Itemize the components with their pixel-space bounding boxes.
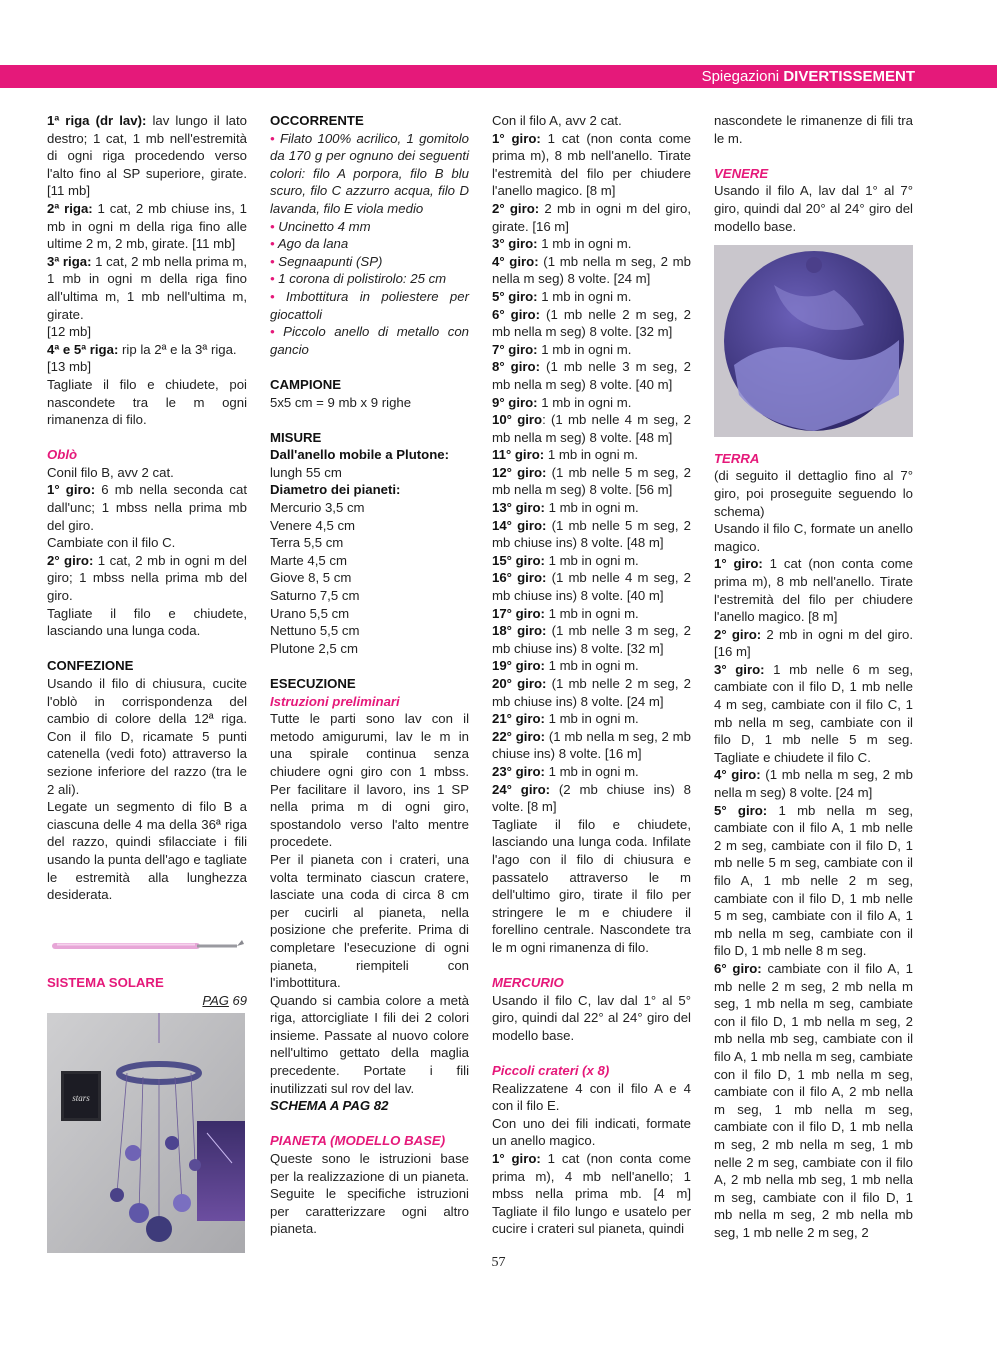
column-1: 1ª riga (dr lav): lav lungo il lato destro; 1 cat, 1 mb nell'estremità di ogni riga procedendo verso l'alto fino al SP superiore, girate. [11 mb] 2ª riga: 1 cat, 2 mb chiuse ins, 1 mb in ogni m della riga fino alle ultime 2 m, 2 mb, girate. [11 mb] 3ª riga: 1 cat, 2 mb nella prima m, 1 mb in ogni m della riga fino all'ultima m, 1 mb nell'ultima m, girate. [12 mb] 4ª e 5ª riga: rip la 2ª e la 3ª riga. [13 mb] Tagliate il filo e chiudete, poi nascondete tra le m ogni rimanenza di filo. Oblò Conil filo B, avv 2 cat. 1° giro: 6 mb nella seconda cat dall'unc; 1 mbss nella prima mb del giro. Cambiate con il filo C. 2° giro: 1 cat, 2 mb in ogni m del giro; 1 mbss nella prima mb del giro. Tagliate il filo e chiudete, lasciando una lunga coda. CONFEZIONE Usando il filo di chiusura, cucite l'oblò in corrispondenza del cambio di colore della 12ª riga. Con il filo D, ricamate 5 punti catenella (vedi foto) attraverso la sezione inferiore del razzo (tra le 2 ali). Legate un segmento di filo B a ciascuna delle 4 ma della 36ª riga del razzo, quindi sfilacciate i fili usando la punta dell'ago e tagliate le estremità alla lunghezza desiderata. SISTEMA SOLARE PAG 69 stars bbox=[47, 112, 247, 1257]
venere-title: VENERE bbox=[714, 165, 769, 181]
round-row: 22° giro: (1 mb nella m seg, 2 mb chiuse ins) 8 volte. [16 m] bbox=[492, 728, 691, 762]
round-row: 4° giro: (1 mb nella m seg, 2 mb nella m seg) 8 volte. [24 m] bbox=[492, 253, 691, 287]
round-row: 8° giro: (1 mb nelle 3 m seg, 2 mb nella m seg) 8 volte. [40 m] bbox=[492, 359, 691, 392]
occorrente-item: • Segnaapunti (SP) bbox=[270, 253, 383, 269]
round-row: 16° giro: (1 mb nelle 4 m seg, 2 mb chiuse ins) 8 volte. [40 m] bbox=[492, 570, 692, 604]
round-row: 15° giro: 1 mb in ogni m. bbox=[492, 552, 639, 568]
page-reference: PAG 69 bbox=[202, 992, 247, 1008]
round-row: 18° giro: (1 mb nelle 3 m seg, 2 mb chiuse ins) 8 volte. [32 m] bbox=[492, 623, 692, 656]
esecuzione-title: ESECUZIONE bbox=[270, 676, 356, 691]
round-row: 3° giro: 1 mb in ogni m. bbox=[492, 236, 632, 252]
planet-size: Terra 5,5 cm bbox=[270, 535, 344, 551]
crateri-title: Piccoli crateri (x 8) bbox=[492, 1063, 610, 1079]
pianeta-title: PIANETA (MODELLO BASE) bbox=[270, 1133, 446, 1149]
round-row: 3° giro: 1 mb nelle 6 m seg, cambiate con il filo D, 1 mb nelle 4 m seg, cambiate con il filo C, 1 mb nella m seg, cambiate con il filo D, 1 mb nelle 5 m seg. Tagliate e chiudete il filo C. bbox=[714, 661, 913, 765]
planet-size: Marte 4,5 cm bbox=[270, 552, 347, 568]
page-number: 57 bbox=[491, 1255, 506, 1270]
crochet-hook-image bbox=[47, 924, 247, 964]
planet-size: Urano 5,5 cm bbox=[270, 605, 350, 621]
round-row: 13° giro: 1 mb in ogni m. bbox=[492, 500, 639, 516]
section-header-title: Spiegazioni DIVERTISSEMENT bbox=[701, 68, 915, 85]
planet-size: Mercurio 3,5 cm bbox=[270, 500, 365, 516]
planet-size: Plutone 2,5 cm bbox=[270, 640, 358, 656]
terra-title: TERRA bbox=[714, 450, 760, 466]
round-row: 4° giro: (1 mb nella m seg, 2 mb nella m seg) 8 volte. [24 m] bbox=[714, 767, 913, 801]
round-row: 19° giro: 1 mb in ogni m. bbox=[492, 658, 639, 674]
occorrente-title: OCCORRENTE bbox=[270, 113, 364, 128]
crochet-planet-photo bbox=[714, 245, 913, 437]
column-2: OCCORRENTE • Filato 100% acrilico, 1 gomitolo da 170 g per ognuno dei seguenti colori: filo A porpora, filo B blu scuro, filo C azzurro acqua, filo D lavanda, filo E viola medio • Uncinetto 4 mm • Ago da lana • Segnaapunti (SP) • 1 corona di polistirolo: 25 cm • Imbottitura in poliestere per giocattoli • Piccolo anello di metallo con gancio CAMPIONE 5x5 cm = 9 mb x 9 righe MISURE Dall'anello mobile a Plutone: lungh 55 cm Diametro dei pianeti: Mercurio 3,5 cm Venere 4,5 cm Terra 5,5 cm Marte 4,5 cm Giove 8, 5 cm Saturno 7,5 cm Urano 5,5 cm Nettuno 5,5 cm Plutone 2,5 cm ESECUZIONE Istruzioni preliminari Tutte le parti sono lav con il metodo amigurumi, lav le m in una spirale continua senza chiudere ogni giro con 1 mbss. Per facilitare il lavoro, ins 1 SP nella prima m di ogni giro, spostandolo verso l'alto mentre procedete. Per il pianeta con i crateri, una volta terminato ciascun cratere, lasciate una coda di circa 8 cm per cucirli al pianeta, nella posizione che preferite. Prima di completare l'esecuzione di ogni pianeta, riempiteli con l'imbottitura. Quando si cambia colore a metà riga, attorcigliate I fili dei 2 colori insieme. Passate al nuovo colore nell'ultimo gettato della maglia precedente. Portate i fili inutilizzati sul rov del lav. SCHEMA A PAG 82 PIANETA (MODELLO BASE) Queste sono le istruzioni base per la realizzazione di un pianeta. Seguite le specifiche istruzioni per caratterizzare ogni altro pianeta. bbox=[270, 113, 470, 1237]
round-row: 5° giro: 1 mb in ogni m. bbox=[492, 288, 632, 304]
campione-title: CAMPIONE bbox=[270, 376, 342, 392]
round-row: 1° giro: 1 cat (non conta come prima m), 8 mb nell'anello. Tirate l'estremità del filo per chiudere l'anello magico. [8 m] bbox=[492, 130, 691, 199]
round-row: 2° giro: 2 mb in ogni m del giro, girate. [16 m] bbox=[492, 200, 691, 234]
sistema-solare-title: SISTEMA SOLARE bbox=[47, 975, 164, 991]
round-row: 21° giro: 1 mb in ogni m. bbox=[492, 711, 639, 727]
section-header-band bbox=[0, 65, 997, 88]
round-row: 14° giro: (1 mb nelle 5 m seg, 2 mb chiuse ins) 8 volte. [48 m] bbox=[492, 517, 692, 551]
round-row: 1° giro: 1 cat (non conta come prima m), 8 mb nell'anello. Tirate l'estremità del filo per chiudere l'anello magico. [8 m] bbox=[714, 556, 913, 625]
round-row: 24° giro: (2 mb chiuse ins) 8 volte. [8 m] bbox=[492, 781, 691, 815]
round-row: 9° giro: 1 mb in ogni m. bbox=[492, 394, 632, 410]
confezione-title: CONFEZIONE bbox=[47, 658, 134, 674]
round-row: 12° giro: (1 mb nelle 5 m seg, 2 mb nella m seg) 8 volte. [56 m] bbox=[492, 464, 692, 498]
round-row: 11° giro: 1 mb in ogni m. bbox=[492, 447, 639, 463]
round-row: 20° giro: (1 mb nelle 2 m seg, 2 mb chiuse ins) 8 volte. [24 m] bbox=[492, 676, 692, 709]
planet-size: Giove 8, 5 cm bbox=[270, 570, 352, 586]
round-row: 7° giro: 1 mb in ogni m. bbox=[492, 341, 632, 357]
occorrente-item: • Filato 100% acrilico, 1 gomitolo da 170 g per ognuno dei seguenti colori: filo A porpora, filo B blu scuro, filo C azzurro acqua, filo D lavanda, filo E viola medio bbox=[270, 130, 470, 216]
planet-size: Saturno 7,5 cm bbox=[270, 588, 360, 604]
round-row: 23° giro: 1 mb in ogni m. bbox=[492, 763, 639, 779]
misure-title: MISURE bbox=[270, 429, 322, 445]
schema-reference: SCHEMA A PAG 82 bbox=[270, 1098, 389, 1114]
occorrente-item: • Ago da lana bbox=[270, 236, 349, 252]
occorrente-item: • Piccolo anello di metallo con gancio bbox=[270, 324, 469, 357]
occorrente-item: • Imbottitura in poliestere per giocattoli bbox=[270, 288, 469, 322]
solar-system-mobile-photo bbox=[47, 1013, 245, 1253]
oblo-title: Oblò bbox=[47, 447, 78, 463]
svg-text:stars: stars bbox=[72, 1092, 90, 1103]
occorrente-item: • Uncinetto 4 mm bbox=[270, 218, 371, 234]
planet-size: Venere 4,5 cm bbox=[270, 517, 356, 533]
round-row: 6° giro: cambiate con il filo A, 1 mb nelle 2 m seg, 2 mb nella m seg, 1 mb nella m seg, cambiate con il filo D, 1 mb nella m seg, 2 mb nella mb seg, cambiate con il filo A, 1 mb nella m seg, cambiate con il filo D, 1 mb nella m seg, cambiate con il filo A, 2 mb nella m seg, 1 mb nella m seg, cambiate con il filo D, 1 mb nella m seg, 2 mb nella m seg, 1 mb nelle 2 m seg, cambiate con il filo A, 2 mb nella mb seg, 1 mb nella m seg, cambiate con il filo D, 1 mb nella m seg, 2 mb nella mb seg, 1 mb nelle 2 m seg, 2 bbox=[714, 960, 913, 1240]
occorrente-item: • 1 corona di polistirolo: 25 cm bbox=[270, 271, 447, 287]
round-row: 10° giro: (1 mb nelle 4 m seg, 2 mb nella m seg) 8 volte. [48 m] bbox=[492, 412, 691, 445]
round-row: 5° giro: 1 mb nella m seg, cambiate con il filo A, 1 mb nelle 2 m seg, cambiate con il filo D, 1 mb nelle 5 m seg, cambiate con il filo A, 1 mb nelle 2 m seg, cambiate con il filo D, 1 mb nelle 5 m seg, cambiate con il filo A, 1 mb nella m seg, cambiate con il filo D, 1 mb nelle 8 m seg. bbox=[714, 802, 913, 959]
round-row: 2° giro: 2 mb in ogni m del giro. [16 m] bbox=[714, 626, 913, 660]
mercurio-title: MERCURIO bbox=[492, 975, 564, 991]
round-row: 17° giro: 1 mb in ogni m. bbox=[492, 605, 639, 621]
column-3: Con il filo A, avv 2 cat. 1° giro: 1 cat (non conta come prima m), 8 mb nell'anello. Tirate l'estremità del filo per chiudere l'anello magico. [8 m] 2° giro: 2 mb in ogni m del giro, girate. [16 m] 3° giro: 1 mb in ogni m. 4° giro: (1 mb nella m seg, 2 mb nella m seg) 8 volte. [24 m] 5° giro: 1 mb in ogni m. 6° giro: (1 mb nelle 2 m seg, 2 mb nella m seg) 8 volte. [32 m] 7° giro: 1 mb in ogni m. 8° giro: (1 mb nelle 3 m seg, 2 mb nella m seg) 8 volte. [40 m] 9° giro: 1 mb in ogni m. 10° giro: (1 mb nelle 4 m seg, 2 mb nella m seg) 8 volte. [48 m] 11° giro: 1 mb in ogni m. 12° giro: (1 mb nelle 5 m seg, 2 mb nella m seg) 8 volte. [56 m] 13° giro: 1 mb in ogni m. 14° giro: (1 mb nelle 5 m seg, 2 mb chiuse ins) 8 volte. [48 m] 15° giro: 1 mb in ogni m. 16° giro: (1 mb nelle 4 m seg, 2 mb chiuse ins) 8 volte. [40 m] 17° giro: 1 mb in ogni m. 18° giro: (1 mb nelle 3 m seg, 2 mb chiuse ins) 8 volte. [32 m] 19° giro: 1 mb in ogni m. 20° giro: (1 mb nelle 2 m seg, 2 mb chiuse ins) 8 volte. [24 m] 21° giro: 1 mb in ogni m. 22° giro: (1 mb nella m seg, 2 mb chiuse ins) 8 volte. [16 m] 23° giro: 1 mb in ogni m. 24° giro: (2 mb chiuse ins) 8 volte. [8 m] Tagliate il filo e chiudete, lasciando una lunga coda. Infilate l'ago con il filo di chiusura e passatelo attraverso le m dell'ultimo giro, tirate il filo per stringere le m e chiudere il forellino centrale. Nascondete tra le m ogni rimanenza di filo. MERCURIO Usando il filo C, lav dal 1° al 5° giro, quindi dal 22° al 24° giro del modello base. Piccoli crateri (x 8) Realizzatene 4 con il filo A e 4 con il filo E. Con uno dei fili indicati, formate un anello magico. 1° giro: 1 cat (non conta come prima m), 4 mb nell'anello; 1 mbss nella prima mb. [4 m] Tagliate il filo lungo e usatelo per cucire i crateri sul pianeta, quindi bbox=[492, 113, 692, 1237]
round-row: 6° giro: (1 mb nelle 2 m seg, 2 mb nella m seg) 8 volte. [32 m] bbox=[492, 306, 691, 340]
planet-size: Nettuno 5,5 cm bbox=[270, 623, 360, 639]
column-4: nascondete le rimanenze di fili tra le m. VENERE Usando il filo A, lav dal 1° al 7° giro, quindi dal 20° al 24° giro del modello base. TERRA (di seguito il dettaglio fino al 7° giro, poi proseguite seguendo lo schema) Usando il filo C, formate un anello magico. 1° giro: 1 cat (non conta come prima m), 8 mb nell'anello. Tirate l'estremità del filo per chiudere l'anello magico. [8 m] 2° giro: 2 mb in ogni m del giro. [16 m] 3° giro: 1 mb nelle 6 m seg, cambiate con il filo D, 1 mb nelle 4 m seg, cambiate con il filo C, 1 mb nella m seg, cambiate con il filo D, 1 mb nelle 5 m seg. Tagliate e chiudete il filo C. 4° giro: (1 mb nella m seg, 2 mb nella m seg) 8 volte. [24 m] 5° giro: 1 mb nella m seg, cambiate con il filo A, 1 mb nelle 2 m seg, cambiate con il filo D, 1 mb nelle 5 m seg, cambiate con il filo A, 1 mb nelle 2 m seg, cambiate con il filo D, 1 mb nelle 5 m seg, cambiate con il filo A, 1 mb nella m seg, cambiate con il filo D, 1 mb nelle 8 m seg. 6° giro: cambiate con il filo A, 1 mb nelle 2 m seg, 2 mb nella m seg, 1 mb nella m seg, cambiate con il filo D, 1 mb nella m seg, 2 mb nella mb seg, cambiate con il filo A, 1 mb nella m seg, cambiate con il filo D, 1 mb nella m seg, cambiate con il filo A, 2 mb nella m seg, 1 mb nella m seg, cambiate con il filo D, 1 mb nella m seg, 2 mb nella m seg, 1 mb nelle 2 m seg, cambiate con il filo A, 2 mb nella mb seg, 1 mb nella m seg, cambiate con il filo D, 1 mb nella m seg, 2 mb nella mb seg, 1 mb nelle 2 m seg, 2 bbox=[714, 113, 913, 1240]
